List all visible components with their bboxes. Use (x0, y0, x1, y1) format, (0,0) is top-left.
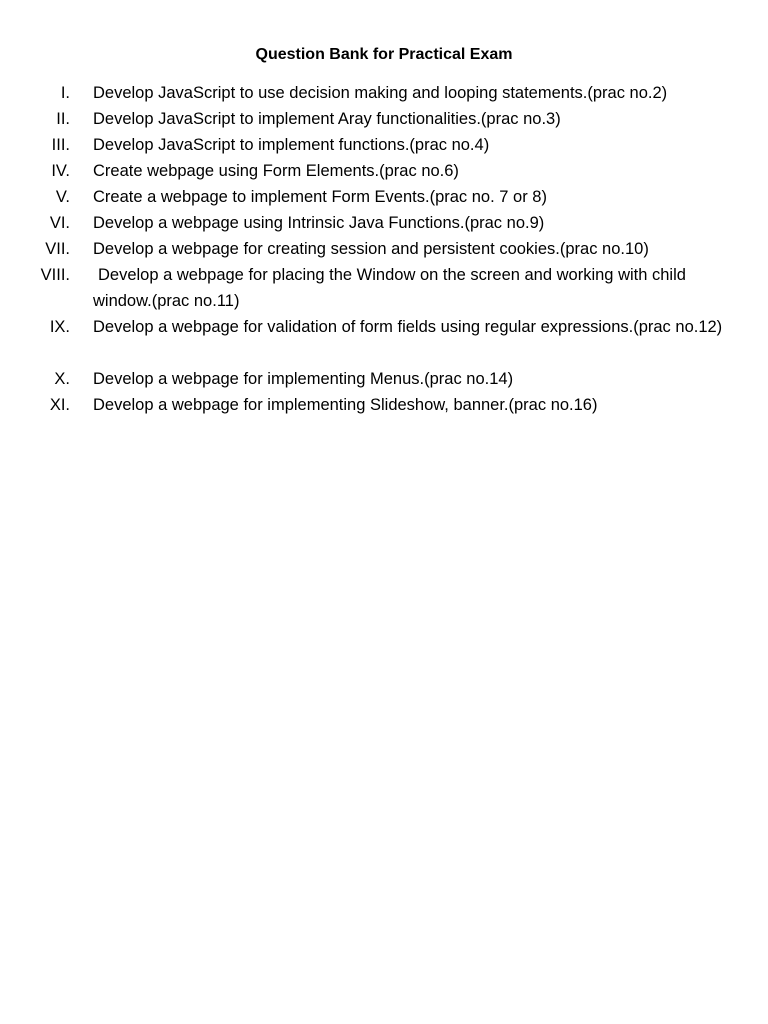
question-text: Create a webpage to implement Form Events.(prac no. 7 or 8) (93, 188, 547, 206)
question-number: XI. (49, 396, 70, 414)
question-text: Develop a webpage for placing the Window on the screen and working with child window.(prac no.11) (93, 266, 686, 310)
question-number: IX. (49, 318, 70, 336)
question-number: VIII. (40, 266, 70, 284)
question-text: Develop a webpage using Intrinsic Java Functions.(prac no.9) (93, 214, 545, 232)
question-number: X. (54, 370, 70, 388)
question-text: Develop a webpage for implementing Slideshow, banner.(prac no.16) (93, 396, 598, 414)
question-item-3 (0, 132, 768, 158)
question-item-11 (0, 392, 768, 418)
question-number: III. (51, 136, 70, 154)
question-number: II. (56, 110, 70, 128)
question-number: VI. (49, 214, 70, 232)
question-item-10 (0, 366, 768, 392)
question-text: Develop JavaScript to use decision making and looping statements.(prac no.2) (93, 84, 668, 102)
question-number: VII. (45, 240, 70, 258)
question-number: IV. (51, 162, 70, 180)
question-item-5 (0, 184, 768, 210)
question-item-6 (0, 210, 768, 236)
question-item-2 (0, 106, 768, 132)
question-number: I. (60, 84, 70, 102)
question-number: V. (55, 188, 70, 206)
question-item-7 (0, 236, 768, 262)
question-text: Develop JavaScript to implement Aray functionalities.(prac no.3) (93, 110, 561, 128)
question-list (0, 80, 768, 418)
question-text: Create webpage using Form Elements.(prac no.6) (93, 162, 459, 180)
question-item-8 (0, 262, 768, 314)
question-text: Develop a webpage for creating session and persistent cookies.(prac no.10) (93, 240, 649, 258)
question-text: Develop JavaScript to implement functions.(prac no.4) (93, 136, 490, 154)
question-item-1 (0, 80, 768, 106)
question-item-9 (0, 314, 768, 366)
document-title: Question Bank for Practical Exam (255, 46, 513, 63)
question-text: Develop a webpage for validation of form fields using regular expressions.(prac no.12) (93, 318, 723, 336)
question-item-4 (0, 158, 768, 184)
question-text: Develop a webpage for implementing Menus.(prac no.14) (93, 370, 514, 388)
